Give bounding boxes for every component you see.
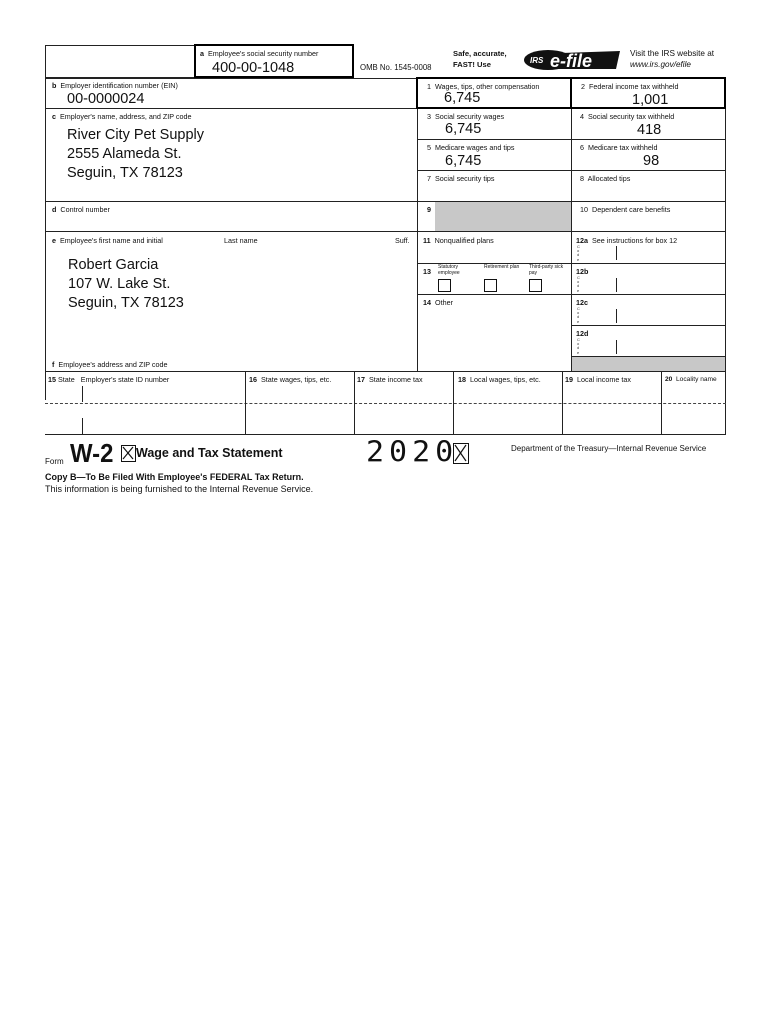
box-5-label: Medicare wages and tips	[435, 143, 515, 152]
box-19-number: 19	[565, 375, 573, 384]
box-6-value: 98	[643, 153, 660, 169]
grid-line	[45, 371, 726, 372]
box-12b-divider	[616, 278, 617, 292]
grid-line	[417, 263, 725, 264]
form-word: Form	[45, 457, 64, 466]
box-2-number: 2	[581, 82, 585, 91]
box-e-letter: e	[52, 236, 56, 245]
form-name-checkbox	[121, 445, 136, 462]
form-title: Wage and Tax Statement	[136, 446, 283, 460]
tax-year: 2020	[366, 435, 459, 470]
grid-line	[45, 108, 417, 109]
box-a-letter: a	[200, 49, 204, 58]
box-8-label: Allocated tips	[587, 174, 631, 183]
box-3-label: Social security wages	[435, 112, 505, 121]
box-f-label: Employee's address and ZIP code	[58, 360, 168, 369]
department-label: Department of the Treasury—Internal Revenue Service	[511, 444, 707, 453]
grid-line	[417, 78, 418, 371]
box-1-value: 6,745	[444, 90, 481, 106]
box-15-sub-label: Employer's state ID number	[80, 375, 170, 384]
statutory-employee-checkbox[interactable]	[438, 279, 451, 292]
box-3-value: 6,745	[445, 121, 482, 137]
grid-line	[571, 294, 725, 295]
box-c-label: Employer's name, address, and ZIP code	[60, 112, 192, 121]
employer-city: Seguin, TX 78123	[67, 165, 183, 181]
grid-line	[45, 201, 417, 202]
box-16-label: State wages, tips, etc.	[261, 375, 332, 384]
box-17-number: 17	[357, 375, 365, 384]
box-4-value: 418	[637, 122, 662, 138]
employee-name: Robert Garcia	[68, 257, 159, 273]
box-12a-code-letters: C o d e	[577, 244, 580, 262]
box-6-label: Medicare tax withheld	[588, 143, 658, 152]
box-12d-divider	[616, 340, 617, 354]
box-16-number: 16	[249, 375, 257, 384]
box-a-ssn	[194, 44, 354, 78]
irs-efile-logo	[522, 47, 622, 73]
box-e-last-label: Last name	[224, 236, 258, 245]
box-18-number: 18	[458, 375, 466, 384]
grid-line	[571, 78, 572, 371]
grid-line	[417, 231, 725, 232]
form-outer-top-left	[45, 45, 195, 78]
box-b-label: Employer identification number (EIN)	[60, 81, 178, 90]
visit-irs-line1: Visit the IRS website at	[630, 49, 715, 58]
ein-value: 00-0000024	[67, 91, 145, 107]
box-10-number: 10	[580, 205, 588, 214]
box-9-number: 9	[427, 205, 431, 214]
state-id-divider	[82, 418, 83, 434]
box-2-label: Federal income tax withheld	[589, 82, 679, 91]
box-17-label: State income tax	[369, 375, 423, 384]
info-line: This information is being furnished to the Internal Revenue Service.	[45, 484, 314, 494]
box-1-number: 1	[427, 82, 431, 91]
grid-line	[661, 371, 662, 434]
grid-line	[562, 371, 563, 434]
employer-name: River City Pet Supply	[67, 127, 204, 143]
box-12d-number: 12d	[576, 329, 589, 338]
state-row-dashed-line	[45, 403, 726, 404]
box-12b-number: 12b	[576, 267, 589, 276]
grid-line	[417, 170, 725, 171]
state-id-divider	[82, 386, 83, 402]
box-12c-number: 12c	[576, 298, 588, 307]
box-12c-code-letters: C o d e	[577, 306, 580, 324]
box-11-number: 11	[423, 236, 431, 245]
box-18-label: Local wages, tips, etc.	[470, 375, 541, 384]
form-name: W-2	[70, 438, 114, 468]
box-20-number: 20	[665, 376, 673, 383]
copy-b-line: Copy B—To Be Filed With Employee's FEDERAL Tax Return.	[45, 472, 304, 482]
grid-line	[45, 45, 46, 400]
box-d-label: Control number	[60, 205, 110, 214]
box-12c-divider	[616, 309, 617, 323]
box-b-letter: b	[52, 81, 57, 90]
box-6-number: 6	[580, 143, 584, 152]
efile-logo-word: e-file	[550, 51, 593, 71]
efile-logo-irs: IRS	[530, 56, 544, 65]
box-1-wages	[416, 77, 572, 109]
grid-line	[725, 78, 726, 434]
ssn-value: 400-00-1048	[212, 60, 295, 76]
employee-city: Seguin, TX 78123	[68, 295, 184, 311]
grid-line	[45, 231, 417, 232]
box-13-number: 13	[423, 267, 431, 276]
box-12b-code-letters: C o d e	[577, 275, 580, 293]
omb-number: OMB No. 1545-0008	[360, 63, 432, 72]
box-7-number: 7	[427, 174, 431, 183]
box-12a-number: 12a	[576, 236, 588, 245]
box-12a-divider	[616, 246, 617, 260]
box-4-label: Social security tax withheld	[588, 112, 675, 121]
box-2-value: 1,001	[632, 92, 669, 108]
retirement-plan-label: Retirement plan	[484, 264, 520, 270]
grid-line	[245, 371, 246, 434]
employee-street: 107 W. Lake St.	[68, 276, 171, 292]
statutory-employee-label: Statutory employee	[438, 264, 460, 276]
grid-line	[417, 139, 725, 140]
box-20-label: Locality name	[676, 376, 717, 383]
box-14-number: 14	[423, 298, 431, 307]
box-c-letter: c	[52, 112, 56, 121]
box-f-letter: f	[52, 360, 55, 369]
box-4-number: 4	[580, 112, 584, 121]
efile-text-line1: Safe, accurate,	[453, 49, 507, 58]
box-a-label: Employee's social security number	[208, 49, 319, 58]
grid-line	[417, 294, 571, 295]
box-7-label: Social security tips	[435, 174, 495, 183]
third-party-sick-pay-checkbox[interactable]	[529, 279, 542, 292]
box-11-label: Nonqualified plans	[434, 236, 494, 245]
box-1-label: Wages, tips, other compensation	[435, 82, 540, 91]
grid-line	[571, 325, 725, 326]
retirement-plan-checkbox[interactable]	[484, 279, 497, 292]
box-19-label: Local income tax	[577, 375, 631, 384]
box-d-letter: d	[52, 205, 57, 214]
box-e-suff-label: Suff.	[395, 236, 410, 245]
box-12d-code-letters: C o d e	[577, 337, 580, 355]
box-8-number: 8	[580, 174, 584, 183]
box-5-value: 6,745	[445, 153, 482, 169]
box-3-number: 3	[427, 112, 431, 121]
box-9-shaded	[435, 202, 571, 231]
box-14-label: Other	[435, 298, 453, 307]
box-2-federal-tax	[570, 77, 726, 109]
employer-street: 2555 Alameda St.	[67, 146, 182, 162]
efile-logo-graphic	[522, 47, 622, 73]
box-15-number: 15	[48, 375, 56, 384]
box-5-number: 5	[427, 143, 431, 152]
grid-line	[453, 371, 454, 434]
tax-year-checkbox	[453, 443, 469, 464]
box-e-first-label: Employee's first name and initial	[60, 236, 163, 245]
box-10-label: Dependent care benefits	[592, 205, 671, 214]
grid-line	[45, 434, 726, 435]
visit-irs-line2: www.irs.gov/efile	[630, 60, 691, 69]
efile-text-line2: FAST! Use	[453, 60, 491, 69]
box-12a-label: See instructions for box 12	[592, 236, 678, 245]
grid-line	[354, 371, 355, 434]
third-party-sick-pay-label: Third-party sick pay	[529, 264, 564, 276]
box-15-label: State	[58, 375, 75, 384]
box-12-shaded-strip	[572, 357, 725, 371]
